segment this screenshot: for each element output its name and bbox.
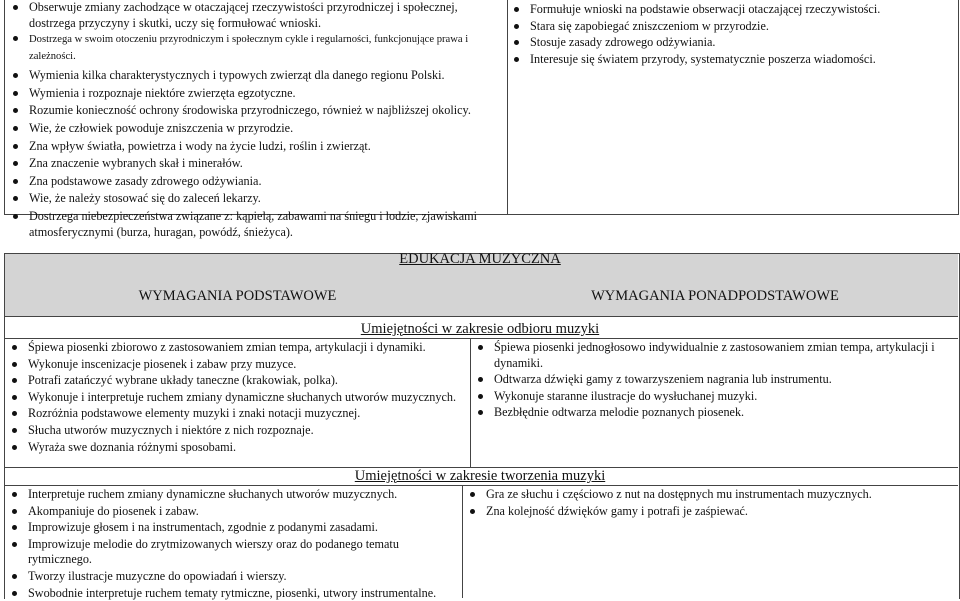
subsection-title: Umiejętności w zakresie odbioru muzyki xyxy=(360,321,600,337)
list-item: Stosuje zasady zdrowego odżywiania. xyxy=(506,35,958,51)
column-header-basic: WYMAGANIA PODSTAWOWE xyxy=(138,288,337,304)
list-item: Swobodnie interpretuje ruchem tematy rytmiczne, piosenki, utwory instrumentalne. xyxy=(4,586,458,601)
list-item: Wykonuje staranne ilustracje do wysłuchanej muzyki. xyxy=(470,389,956,405)
list-item: Improwizuje melodie do zrytmizowanych wierszy oraz do podanego tematu rytmicznego. xyxy=(4,537,458,568)
top-left-cell xyxy=(4,0,508,239)
divider xyxy=(4,338,958,339)
list-item: Dostrzega niebezpieczeństwa związane z: kąpielą, zabawami na śniegu i lodzie, zjawiskami atmosferycznymi (burza, huragan, powódź, śnieżyca). xyxy=(5,209,507,240)
s2-advanced-list xyxy=(462,487,956,519)
top-right-cell xyxy=(506,0,959,215)
list-item: Słucha utworów muzycznych i niektóre z nich rozpoznaje. xyxy=(4,423,466,439)
list-item: Gra ze słuchu i częściowo z nut na dostępnych mu instrumentach muzycznych. xyxy=(462,487,956,503)
list-item: Improwizuje głosem i na instrumentach, zgodnie z podanymi zasadami. xyxy=(4,520,458,536)
list-item: Śpiewa piosenki zbiorowo z zastosowaniem zmian tempa, artykulacji i dynamiki. xyxy=(4,340,466,356)
s1-advanced-list xyxy=(470,340,956,421)
list-item: Wyraża swe doznania różnymi sposobami. xyxy=(4,440,466,456)
top-left-list xyxy=(5,0,507,240)
list-item: Zna wpływ światła, powietrza i wody na życie ludzi, roślin i zwierząt. xyxy=(5,139,507,155)
subsection-title: Umiejętności w zakresie tworzenia muzyki xyxy=(354,468,606,484)
list-item: Potrafi zatańczyć wybrane układy taneczne (krakowiak, polka). xyxy=(4,373,466,389)
list-item: Rozróżnia podstawowe elementy muzyki i znaki notacji muzycznej. xyxy=(4,406,466,422)
list-item: Zna znaczenie wybranych skał i minerałów. xyxy=(5,156,507,172)
list-item: Formułuje wnioski na podstawie obserwacji otaczającej rzeczywistości. xyxy=(506,2,958,18)
s1-basic-list xyxy=(4,340,466,455)
list-item: Wymienia kilka charakterystycznych i typowych zwierząt dla danego regionu Polski. xyxy=(5,68,507,84)
list-item: Akompaniuje do piosenek i zabaw. xyxy=(4,504,458,520)
list-item: Zna podstawowe zasady zdrowego odżywiania. xyxy=(5,174,507,190)
list-item: Zna kolejność dźwięków gamy i potrafi je zaśpiewać. xyxy=(462,504,956,520)
list-item: Wie, że człowiek powoduje zniszczenia w przyrodzie. xyxy=(5,121,507,137)
list-item: Interesuje się światem przyrody, systematycznie poszerza wiadomości. xyxy=(506,52,958,68)
list-item: Dostrzega w swoim otoczeniu przyrodniczym i społecznym cykle i regularności, funkcjonujące prawa i zależności. xyxy=(5,31,507,65)
column-header-advanced: WYMAGANIA PONADPODSTAWOWE xyxy=(591,288,839,304)
list-item: Wykonuje i interpretuje ruchem zmiany dynamiczne słuchanych utworów muzycznych. xyxy=(4,390,466,406)
list-item: Interpretuje ruchem zmiany dynamiczne słuchanych utworów muzycznych. xyxy=(4,487,458,503)
list-item: Wymienia i rozpoznaje niektóre zwierzęta egzotyczne. xyxy=(5,86,507,102)
list-item: Wie, że należy stosować się do zaleceń lekarzy. xyxy=(5,191,507,207)
list-item: Rozumie konieczność ochrony środowiska przyrodniczego, również w najbliższej okolicy. xyxy=(5,103,507,119)
list-item: Tworzy ilustracje muzyczne do opowiadań i wierszy. xyxy=(4,569,458,585)
list-item: Stara się zapobiegać zniszczeniom w przyrodzie. xyxy=(506,19,958,35)
divider xyxy=(4,485,958,486)
list-item: Obserwuje zmiany zachodzące w otaczającej rzeczywistości przyrodniczej i społecznej, dostrzega przyczyny i skutki, uczy się formułować wnioski. xyxy=(5,0,507,31)
list-item: Odtwarza dźwięki gamy z towarzyszeniem nagrania lub instrumentu. xyxy=(470,372,956,388)
list-item: Śpiewa piosenki jednogłosowo indywidualnie z zastosowaniem zmian tempa, artykulacji i dynamiki. xyxy=(470,340,956,371)
list-item: Bezbłędnie odtwarza melodie poznanych piosenek. xyxy=(470,405,956,421)
list-item: Wykonuje inscenizacje piosenek i zabaw przy muzyce. xyxy=(4,357,466,373)
s2-basic-list xyxy=(4,487,458,601)
top-right-list xyxy=(506,0,958,67)
section-title: EDUKACJA MUZYCZNA xyxy=(399,251,561,267)
